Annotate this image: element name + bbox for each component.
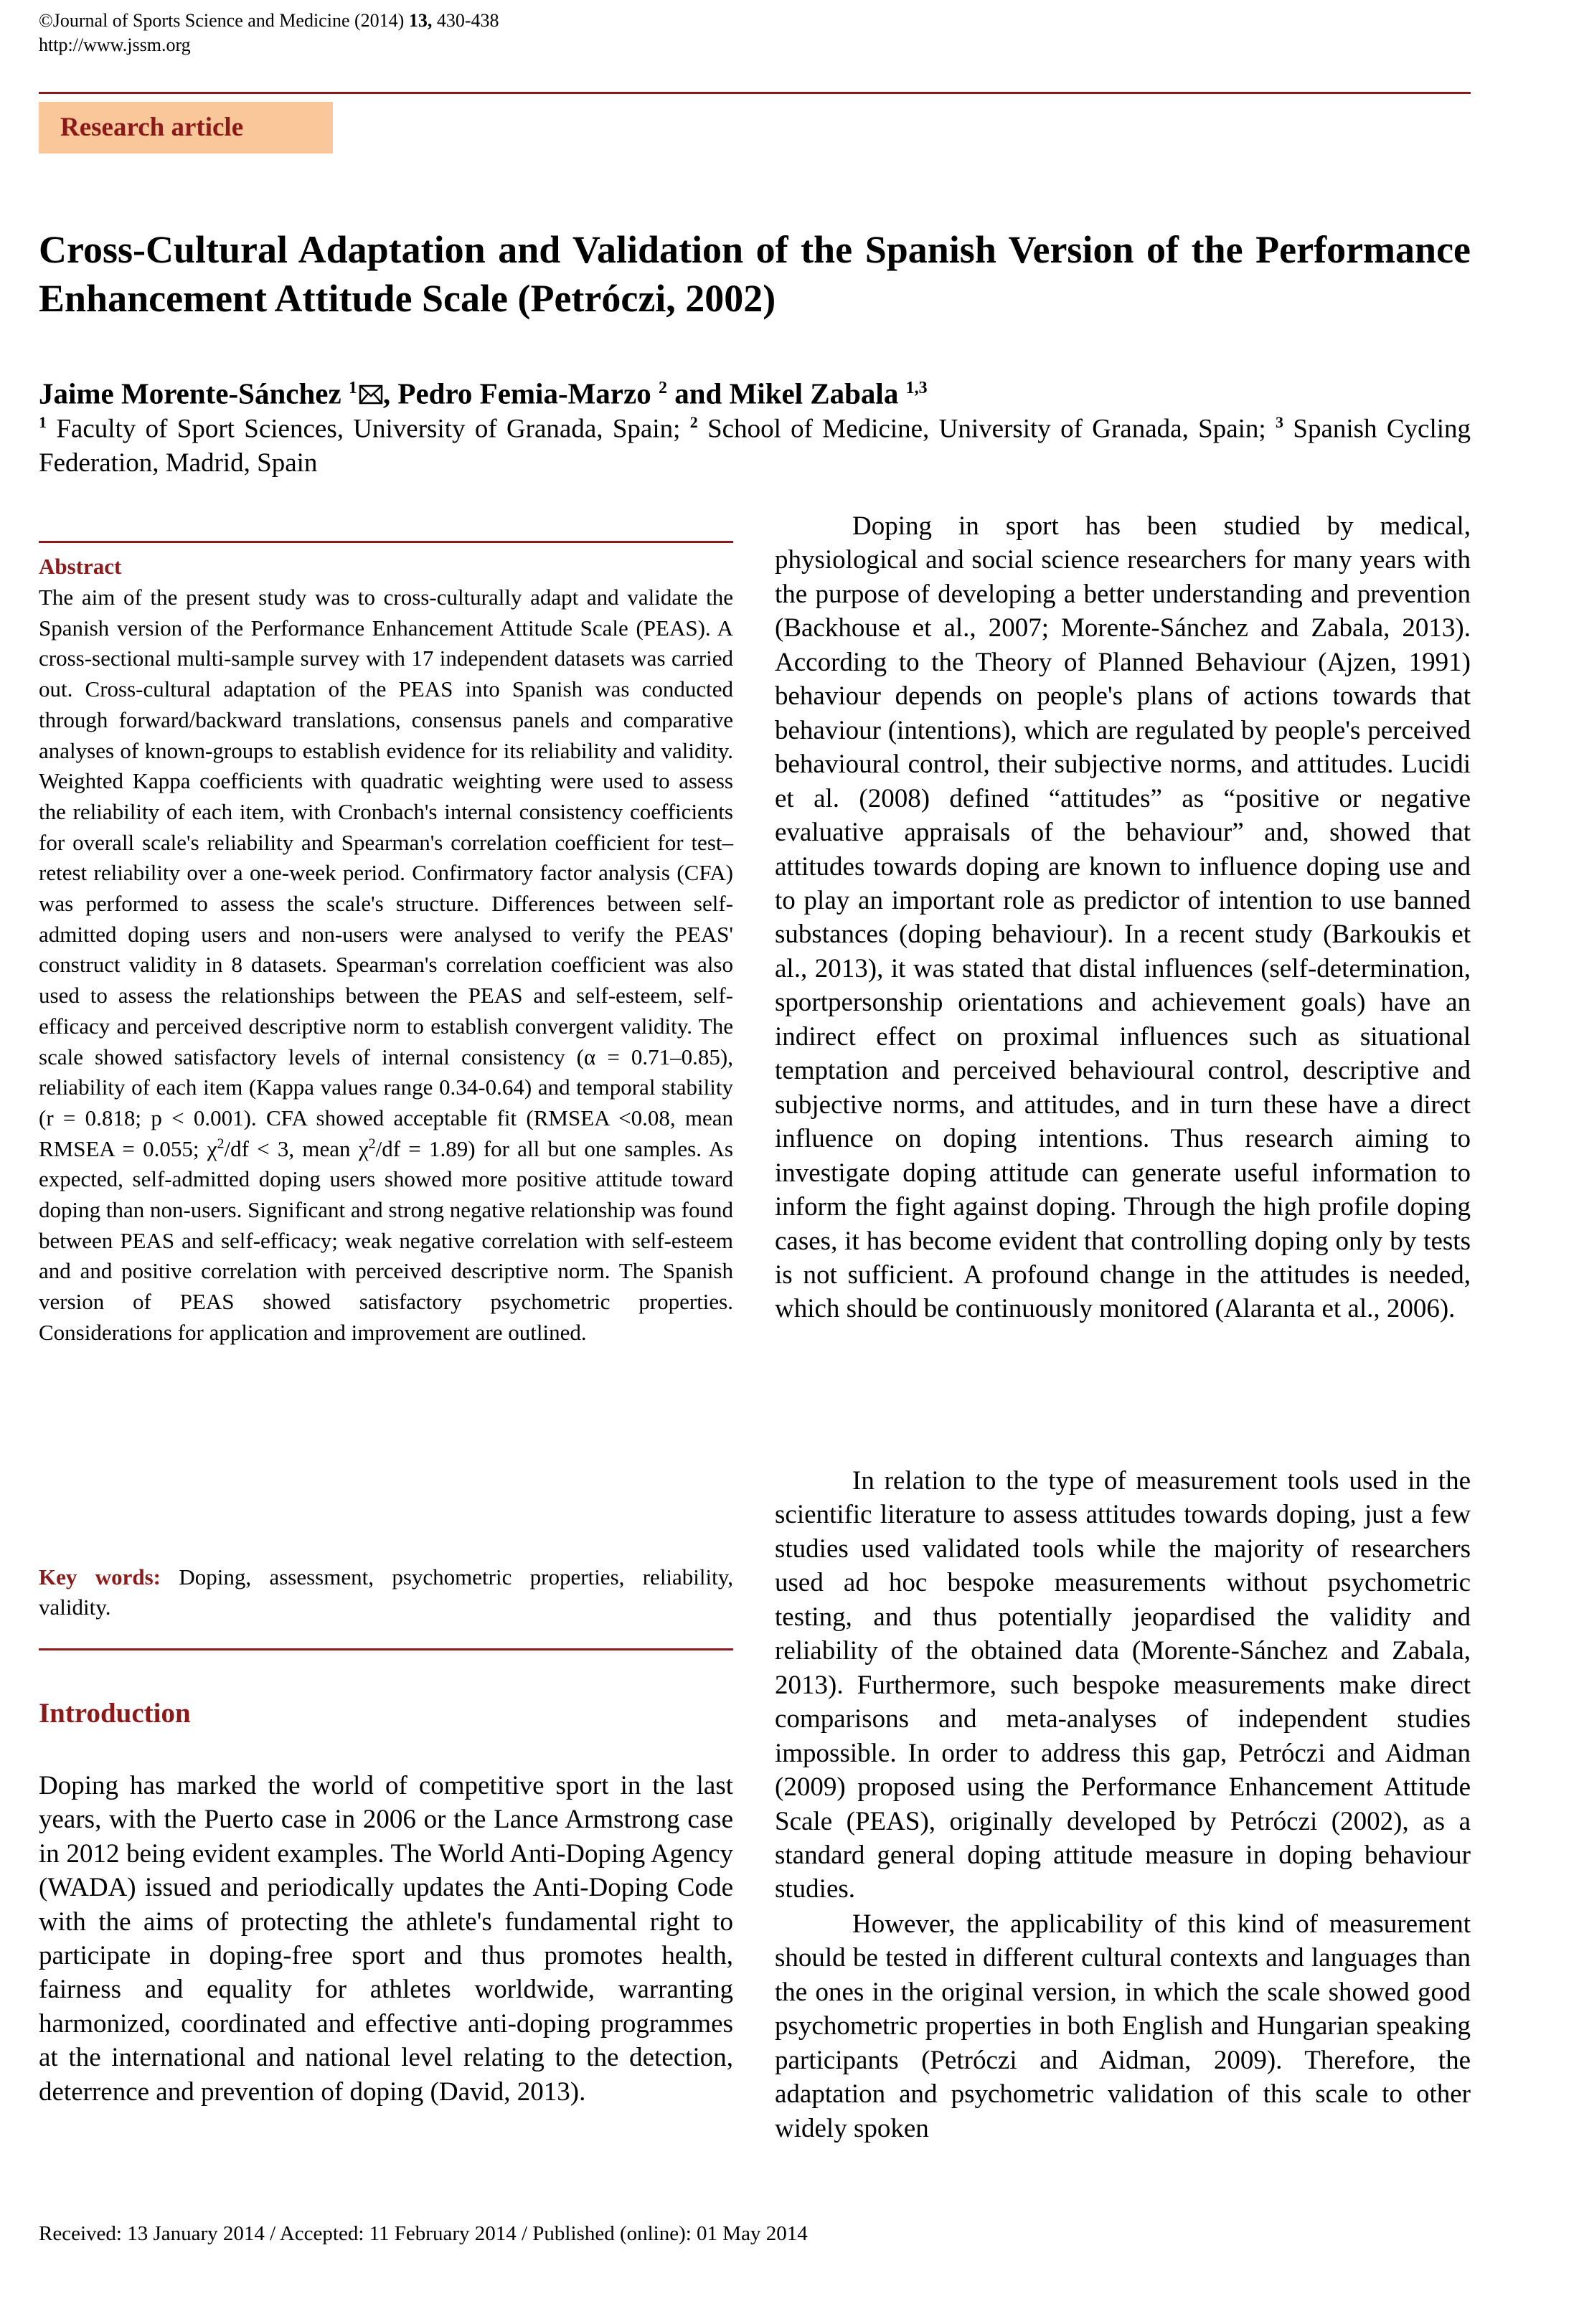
- abstract-bottom-divider: [39, 1648, 733, 1650]
- journal-citation: ©Journal of Sports Science and Medicine (2014) 13, 430-438: [39, 10, 499, 31]
- introduction-paragraph-1: Doping has marked the world of competitive sport in the last years, with the Puerto case in 2006 or the Lance Armstrong case in 2012 being evident examples. The World Anti-Doping Agency (WADA) issued and periodically updates the Anti-Doping Code with the aims of protecting the athlete's fundamental right to participate in doping-free sport and thus promotes health, fairness and equality for athletes worldwide, warranting harmonized, coordinated and effective anti-doping programmes at the international and national level relating to the detection, deterrence and prevention of doping (David, 2013).: [39, 1771, 733, 2107]
- affiliations: [39, 405, 1471, 481]
- affiliation-3: Spanish Cycling Federation, Madrid, Spain: [39, 414, 1471, 478]
- author-2-affiliation: 2: [658, 379, 667, 397]
- keywords-text: Doping, assessment, psychometric properties, reliability, validity.: [39, 1564, 733, 1620]
- introduction-paragraph-4: However, the applicability of this kind of measurement should be tested in different cultural contexts and languages than the ones in the original version, in which the scale showed good psychometric properties in both English and Hungarian speaking participants (Petróczi and Aidman, 2009). Therefore, the adaptation and psychometric validation of this scale to other widely spoken: [775, 1909, 1471, 2143]
- article-type-badge: [39, 102, 333, 153]
- keywords-label: Key words:: [39, 1564, 161, 1590]
- affiliation-1: Faculty of Sport Sciences, University of Granada, Spain;: [56, 414, 681, 444]
- journal-url[interactable]: http://www.jssm.org: [39, 34, 191, 55]
- affiliation-3-marker: 3: [1276, 413, 1284, 431]
- header-divider: [39, 92, 1471, 94]
- author-1: Jaime Morente-Sánchez: [39, 377, 341, 410]
- affiliation-2: School of Medicine, University of Granada, Spain;: [707, 414, 1266, 444]
- envelope-icon[interactable]: [359, 384, 383, 405]
- abstract-top-divider: [39, 541, 733, 543]
- introduction-heading: Introduction: [39, 1698, 191, 1729]
- abstract-heading: Abstract: [39, 554, 122, 579]
- author-3-affiliation: 1,3: [905, 379, 928, 397]
- publication-dates: Received: 13 January 2014 / Accepted: 11 February 2014 / Published (online): 01 May 2014: [39, 2222, 808, 2245]
- introduction-paragraph-2: Doping in sport has been studied by medical, physiological and social science researchers for many years with the purpose of developing a better understanding and prevention (Backhouse et al., 2007; Morente-Sánchez and Zabala, 2013). According to the Theory of Planned Behaviour (Ajzen, 1991) behaviour depends on people's plans of actions towards that behaviour (intentions), which are regulated by people's perceived behavioural control, their subjective norms, and attitudes. Lucidi et al. (2008) defined “attitudes” as “positive or negative evaluative appraisals of the behaviour” and, showed that attitudes towards doping are known to influence doping use and to play an important role as predictor of intention to use banned substances (doping behaviour). In a recent study (Barkoukis et al., 2013), it was stated that distal influences (self-determination, sportpersonship orientations and achievement goals) have an indirect effect on proximal influences such as situational temptation and perceived behavioural control, descriptive and subjective norms, and attitudes, and in turn these have a direct influence on doping intentions. Thus research aiming to investigate doping attitude can generate useful information to inform the fight against doping. Through the high profile doping cases, it has become evident that controlling doping only by tests is not sufficient. A profound change in the attitudes is needed, which should be continuously monitored (Alaranta et al., 2006).: [775, 511, 1471, 1324]
- abstract-text: The aim of the present study was to cross-culturally adapt and validate the Spanish version of the Performance Enhancement Attitude Scale (PEAS). A cross-sectional multi-sample survey with 17 independent datasets was carried out. Cross-cultural adaptation of the PEAS into Spanish was conducted through forward/backward translations, consensus panels and comparative analyses of known-groups to establish evidence for its reliability and validity. Weighted Kappa coefficients with quadratic weighting were used to assess the reliability of each item, with Cronbach's internal consistency coefficients for overall scale's reliability and Spearman's correlation coefficient for test–retest reliability over a one-week period. Confirmatory factor analysis (CFA) was performed to assess the scale's structure. Differences between self-admitted doping users and non-users were analysed to verify the PEAS' construct validity in 8 datasets. Spearman's correlation coefficient was also used to assess the relationships between the PEAS and self-esteem, self-efficacy and perceived descriptive norm to establish convergent validity. The scale showed satisfactory levels of internal consistency (α = 0.71–0.85), reliability of each item (Kappa values range 0.34-0.64) and temporal stability (r = 0.818; p < 0.001). CFA showed acceptable fit (RMSEA <0.08, mean RMSEA = 0.055; $\chi^2/df < 3$, mean $\chi^2/df = 1.89$) for all but one samples. As expected, self-admitted doping users showed more positive attitude toward doping than non-users. Significant and strong negative relationship was found between PEAS and self-efficacy; weak negative correlation with self-esteem and and positive correlation with perceived descriptive norm. The Spanish version of PEAS showed satisfactory psychometric properties. Considerations for application and improvement are outlined.: [39, 585, 733, 1345]
- author-2: , Pedro Femia-Marzo: [382, 377, 651, 410]
- article-title: Cross-Cultural Adaptation and Validation of the Spanish Version of the Performance Enhancement Attitude Scale (Petróczi, 2002): [39, 228, 1471, 320]
- affiliation-1-marker: 1: [39, 413, 47, 431]
- introduction-paragraph-3: In relation to the type of measurement tools used in the scientific literature to assess attitudes towards doping, just a few studies used validated tools while the majority of researchers used ad hoc bespoke measurements without psychometric testing, and thus potentially jeopardised the validity and reliability of the obtained data (Morente-Sánchez and Zabala, 2013). Furthermore, such bespoke measurements make direct comparisons and meta-analyses of independent studies impossible. In order to address this gap, Petróczi and Aidman (2009) proposed using the Performance Enhancement Attitude Scale (PEAS), originally developed by Petróczi (2002), as a standard general doping attitude measure in doping behaviour studies.: [775, 1466, 1471, 1904]
- author-1-affiliation: 1: [348, 379, 357, 397]
- article-type-label: Research article: [60, 113, 244, 142]
- keywords: [39, 1562, 733, 1622]
- affiliation-2-marker: 2: [689, 413, 698, 431]
- author-3: and Mikel Zabala: [674, 377, 899, 410]
- journal-header: [39, 9, 499, 57]
